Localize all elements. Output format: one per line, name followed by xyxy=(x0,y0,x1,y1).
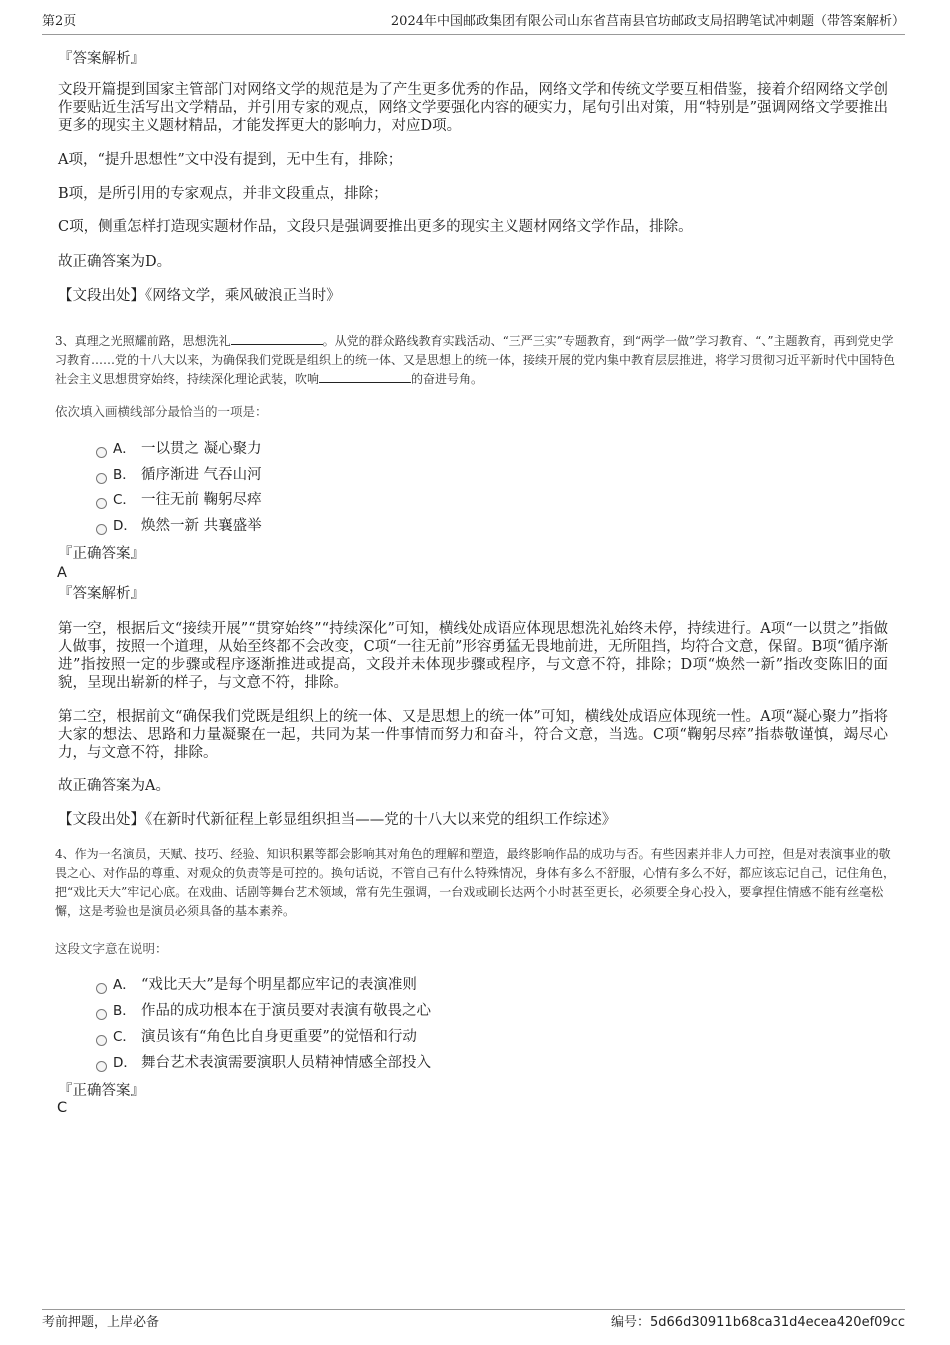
q3-answer-label: 『正确答案』 xyxy=(58,546,145,562)
option-text: 焕然一新 共襄盛举 xyxy=(141,518,262,534)
q3-answer: A xyxy=(57,565,67,581)
radio-icon[interactable] xyxy=(96,447,107,458)
option-letter: C． xyxy=(113,492,136,508)
q3-option-b[interactable] xyxy=(96,466,262,484)
footer-code-label: 编号： xyxy=(611,1315,651,1330)
option-letter: A． xyxy=(113,977,136,993)
q4-option-d[interactable] xyxy=(96,1054,431,1072)
q3-stem xyxy=(55,332,895,389)
radio-icon[interactable] xyxy=(96,983,107,994)
q2-analysis-label: 『答案解析』 xyxy=(58,51,145,67)
q4-option-b[interactable] xyxy=(96,1002,431,1020)
option-text: 作品的成功根本在于演员要对表演有敬畏之心 xyxy=(141,1003,431,1019)
q3-blank-2 xyxy=(319,370,411,383)
q3-analysis-label: 『答案解析』 xyxy=(58,586,145,602)
option-letter: A． xyxy=(113,441,136,457)
q3-analysis-p1: 第一空，根据后文“接续开展”“贯穿始终”“持续深化”可知，横线处成语应体现思想洗礼始终未停，持续进行。A项“一以贯之”指做人做事，按照一个道理，从始至终都不会改变，C项“一往无前”形容勇猛无畏地前进，无所阻挡，均符合文意，保留。B项“循序渐进”指按照一定的步骤或程序逐渐推进或提高，文段并未体现步骤或程序，与文意不符，排除；D项“焕然一新”指改变陈旧的面貌，呈现出崭新的样子，与文意不符，排除。 xyxy=(58,621,888,691)
q2-analysis-b: B项，是所引用的专家观点，并非文段重点，排除； xyxy=(58,186,388,202)
option-text: 演员该有“角色比自身更重要”的觉悟和行动 xyxy=(141,1029,417,1045)
q3-option-a[interactable] xyxy=(96,440,262,458)
option-letter: D． xyxy=(113,518,137,534)
page-footer xyxy=(42,1309,905,1332)
q2-source: 【文段出处】《网络文学，乘风破浪正当时》 xyxy=(58,288,341,304)
footer-code xyxy=(611,1312,905,1334)
q3-question: 依次填入画横线部分最恰当的一项是： xyxy=(55,404,268,419)
radio-icon[interactable] xyxy=(96,1035,107,1046)
q2-analysis-p1: 文段开篇提到国家主管部门对网络文学的规范是为了产生更多优秀的作品，网络文学和传统文学要互相借鉴，接着介绍网络文学创作要贴近生活写出文学精品，并引用专家的观点，网络文学要强化内容的硬实力，尾句引出对策，用“特别是”强调网络文学要推出更多的现实主义题材精品，才能发挥更大的影响力，对应D项。 xyxy=(58,82,888,134)
radio-icon[interactable] xyxy=(96,498,107,509)
option-text: 循序渐进 气吞山河 xyxy=(141,467,262,483)
q4-option-a[interactable] xyxy=(96,976,417,994)
q3-stem-part-c: 的奋进号角。 xyxy=(411,372,484,386)
option-text: 一以贯之 凝心聚力 xyxy=(141,441,262,457)
footer-slogan: 考前押题，上岸必备 xyxy=(42,1315,160,1330)
q4-answer-label: 『正确答案』 xyxy=(58,1083,145,1099)
q3-analysis-p2: 第二空，根据前文“确保我们党既是组织上的统一体、又是思想上的统一体”可知，横线处成语应体现统一性。A项“凝心聚力”指将大家的想法、思路和力量凝聚在一起，共同为某一件事情而努力和奋斗，符合文意，当选。C项“鞠躬尽瘁”指恭敬谨慎，竭尽心力，与文意不符，排除。 xyxy=(58,709,888,761)
q2-analysis-c: C项，侧重怎样打造现实题材作品，文段只是强调要推出更多的现实主义题材网络文学作品，排除。 xyxy=(58,219,693,235)
q3-blank-1 xyxy=(231,332,323,345)
option-text: “戏比天大”是每个明星都应牢记的表演准则 xyxy=(141,977,417,993)
option-letter: C． xyxy=(113,1029,136,1045)
q4-option-c[interactable] xyxy=(96,1028,417,1046)
q4-stem: 4、作为一名演员，天赋、技巧、经验、知识积累等都会影响其对角色的理解和塑造，最终影响作品的成功与否。有些因素并非人力可控，但是对表演事业的敬畏之心、对作品的尊重、对观众的负责等是可控的。换句话说，不管自己有什么特殊情况，身体有多么不舒服，心情有多么不好，都应该忘记自己，记住角色，把“戏比天大”牢记心底。在戏曲、话剧等舞台艺术领域，常有先生强调，一台戏或刷长达两个小时甚至更长，必须要全身心投入，要拿捏住情感不能有丝毫松懈，这是考验也是演员必须具备的基本素养。 xyxy=(55,847,896,918)
page-header xyxy=(42,12,905,35)
radio-icon[interactable] xyxy=(96,473,107,484)
radio-icon[interactable] xyxy=(96,1009,107,1020)
q3-stem-part-b: 。从党的群众路线教育实践活动、“三严三实”专题教育，到“两学一做”学习教育、“、”主题教育，再到党史学习教育……党的十八大以来，为确保我们党既是组织上的统一体、又是思想上的统一体，接续开展的党内集中教育层层推进，将学习贯彻习近平新时代中国特色社会主义思想贯穿始终，持续深化理论武装，吹响 xyxy=(55,334,896,386)
option-letter: B． xyxy=(113,467,136,483)
option-text: 一往无前 鞠躬尽瘁 xyxy=(141,492,262,508)
q3-conclusion: 故正确答案为A。 xyxy=(58,778,170,794)
q3-option-c[interactable] xyxy=(96,491,262,509)
option-text: 舞台艺术表演需要演职人员精神情感全部投入 xyxy=(141,1055,431,1071)
option-letter: D． xyxy=(113,1055,137,1071)
document-title: 2024年中国邮政集团有限公司山东省莒南县官坊邮政支局招聘笔试冲刺题（带答案解析） xyxy=(390,14,905,29)
q2-analysis-a: A项，“提升思想性”文中没有提到，无中生有，排除； xyxy=(58,152,403,168)
q2-conclusion: 故正确答案为D。 xyxy=(58,254,172,270)
q4-question: 这段文字意在说明： xyxy=(55,941,168,956)
footer-code-value: 5d66d30911b68ca31d4ecea420ef09cc xyxy=(650,1315,905,1330)
radio-icon[interactable] xyxy=(96,1061,107,1072)
q3-stem-part-a: 3、真理之光照耀前路，思想洗礼 xyxy=(55,334,231,348)
radio-icon[interactable] xyxy=(96,524,107,535)
q3-source: 【文段出处】《在新时代新征程上彰显组织担当——党的十八大以来党的组织工作综述》 xyxy=(58,812,617,828)
q4-answer: C xyxy=(57,1100,68,1116)
q3-option-d[interactable] xyxy=(96,517,262,535)
q2-analysis-body xyxy=(58,81,888,135)
page-number: 第2页 xyxy=(42,14,77,29)
option-letter: B． xyxy=(113,1003,136,1019)
